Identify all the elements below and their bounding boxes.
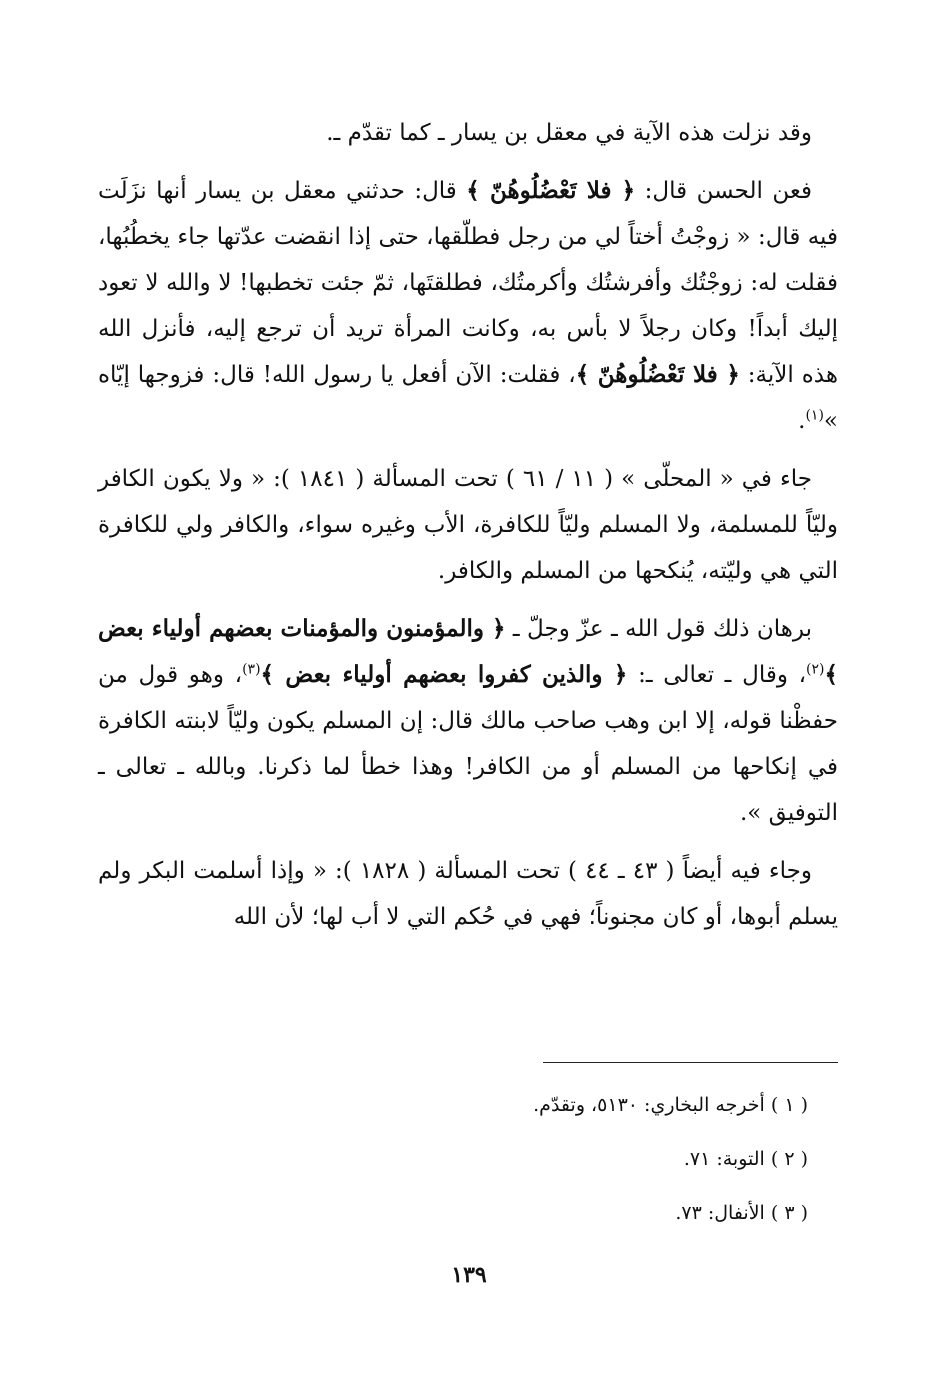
footnote: ( ٣ ) الأنفال: ٧٣. bbox=[675, 1202, 808, 1224]
text-run: جاء في « المحلّى » ( ١١ / ٦١ ) تحت المسألة ( ١٨٤١ ): « ولا يكون الكافر وليّاً للمسلمة، ولا المسلم وليّاً للكافرة، الأب وغيره سواء، والكافر ولي للكافرة التي هي وليّته، يُنكحها من المسلم والكافر. bbox=[98, 466, 838, 584]
footnote-ref: (٣) bbox=[242, 661, 261, 678]
footnotes bbox=[108, 1078, 808, 1240]
text-run: وجاء فيه أيضاً ( ٤٣ ـ ٤٤ ) تحت المسألة ( ١٨٢٨ ): « وإذا أسلمت البكر ولم يسلم أبوها، أو كان مجنوناً؛ فهي في حُكم التي لا أب لها؛ لأن الله bbox=[98, 858, 838, 930]
quran-quote: ﴿ فلا تَعْضُلُوهُنّ ﴾ bbox=[466, 177, 636, 204]
footnote: ( ١ ) أخرجه البخاري: ٥١٣٠، وتقدّم. bbox=[533, 1094, 808, 1116]
paragraph bbox=[98, 848, 838, 940]
text-run: برهان ذلك قول الله ـ عزّ وجلّ ـ bbox=[505, 616, 812, 642]
footnote-ref: (٢) bbox=[806, 661, 825, 678]
paragraph bbox=[98, 606, 838, 836]
paragraph bbox=[98, 456, 838, 594]
text-run: ، وقال ـ تعالى ـ: bbox=[627, 662, 807, 688]
text-run: فعن الحسن قال: bbox=[635, 178, 812, 204]
paragraph bbox=[98, 168, 838, 444]
footnote-ref: (١) bbox=[805, 407, 824, 424]
quran-quote: ﴿ والمؤمنون والمؤمنات بعضهم أولياء بعض ﴾ bbox=[98, 615, 838, 688]
quran-quote: ﴿ فلا تَعْضُلُوهُنّ ﴾ bbox=[575, 361, 740, 388]
text-run: . bbox=[798, 408, 806, 434]
text-run: قال: حدثني معقل بن يسار أنها نزَلَت فيه قال: « زوجْتُ أختاً لي من رجل فطلّقها، حتى إذا انقضت عدّتها جاء يخطُبُها، فقلت له: زوجْتُك وأفرشتُك وأكرمتُك، فطلقتَها، ثمّ جئت تخطبها! لا والله لا تعود إليك أبداً! وكان رجلاً لا بأس به، وكانت المرأة تريد أن ترجع إليه، فأنزل الله هذه الآية: bbox=[98, 178, 838, 388]
text-run: ، وهو قول من حفظْنا قوله، إلا ابن وهب صاحب مالك قال: إن المسلم يكون وليّاً لابنته الكافرة في إنكاحها من المسلم أو من الكافر! وهذا خطأ لما ذكرنا. وبالله ـ تعالى ـ التوفيق ». bbox=[98, 662, 838, 826]
page-number: ١٣٩ bbox=[451, 1262, 487, 1288]
text-run: ، فقلت: الآن أفعل يا رسول الله! قال: فزوجها إيّاه » bbox=[98, 362, 838, 434]
main-text bbox=[98, 110, 838, 952]
text-run: وقد نزلت هذه الآية في معقل بن يسار ـ كما تقدّم ـ. bbox=[326, 120, 812, 146]
footnote-separator bbox=[543, 1062, 838, 1063]
paragraph bbox=[98, 110, 838, 156]
footnote: ( ٢ ) التوبة: ٧١. bbox=[683, 1148, 808, 1170]
quran-quote: ﴿ والذين كفروا بعضهم أولياء بعض ﴾ bbox=[260, 661, 628, 688]
